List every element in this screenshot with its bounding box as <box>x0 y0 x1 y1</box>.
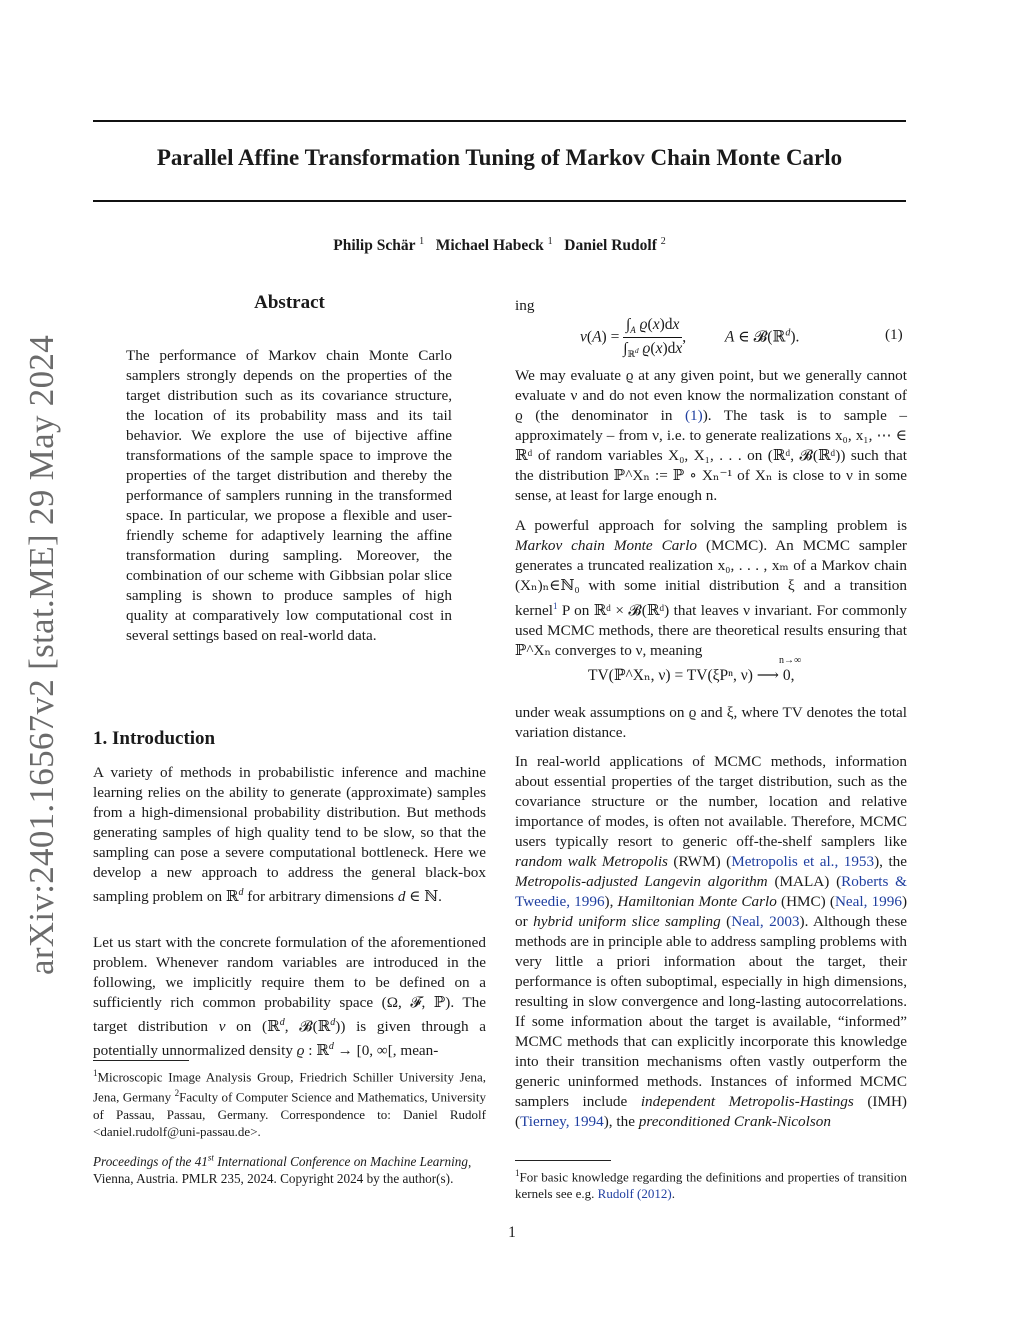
footnote-affiliations: $^1$Microscopic Image Analysis Group, Friedrich Schiller University Jena, Jena, Germany $^2$Faculty of Computer Science and Mathematics, University of Passau, Passau, Germany. Correspondence to: Daniel Rudolf <daniel.rudolf@uni-passau.de>. <box>93 1068 486 1139</box>
citation-tierney[interactable]: Tierney, 1994 <box>520 1113 604 1130</box>
author-affiliation: 2 <box>660 236 666 247</box>
title-rule-top <box>93 120 906 122</box>
abstract-text: The performance of Markov chain Monte Carlo samplers strongly depends on the properties of the target distribution such as its covariance structure, the location of its probability mass and its tail behavior. We explore the use of bijective affine transformations of the sample space to improve the properties of the target distribution and thereby the performance of samplers running in the transformed space. In particular, we propose a flexible and user-friendly scheme for adaptively learning the affine transformation during sampling. Moreover, the combination of our scheme with Gibbsian polar slice sampling is shown to produce samples of high quality at comparatively low computational cost in several settings based on real-world data. <box>126 347 452 644</box>
footnote-rule-left <box>93 1060 189 1061</box>
author-list <box>93 236 906 255</box>
section-heading-introduction: 1. Introduction <box>93 728 216 749</box>
equation-1: ν(A) = $\frac{\int_A ϱ(x)dx}{\int_{ℝ^d} ϱ(x)dx}$ , A ∈ 𝓑(ℝ$^d$). <box>580 316 800 360</box>
author-affiliation: 1 <box>547 236 553 247</box>
citation-rudolf[interactable]: Rudolf (2012) <box>597 1186 672 1202</box>
equation-1-number: (1) <box>885 326 903 343</box>
author-name: Philip Schär <box>333 237 416 255</box>
footnote-transition-kernels: $^1$For basic knowledge regarding the definitions and properties of transition kernels see e.g. Rudolf (2012). <box>515 1168 907 1202</box>
right-paragraph-4: In real-world applications of MCMC methods, information about essential properties of the target distribution, such as the covariance structure or the number, location and relative importance of modes, is often not available. Therefore, MCMC users typically resort to generic off-the-shelf samplers like random walk Metropolis (RWM) (Metropolis et al., 1953), the Metropolis-adjusted Langevin algorithm (MALA) (Roberts & Tweedie, 1996), Hamiltonian Monte Carlo (HMC) (Neal, 1996) or hybrid uniform slice sampling (Neal, 2003). Although these methods are in principle able to address sampling problems with very little a priori information about the target, their performance is often suboptimal, especially in high dimensions, resulting in slow convergence and long-lasting autocorrelations. If some information about the target is available, “informed” MCMC methods that can explicitly incorporate this knowledge into their transition mechanisms often vastly outperform the generic uninformed methods. Instances of informed MCMC samplers include independent Metropolis-Hastings (IMH) (Tierney, 1994), the preconditioned Crank-Nicolson <box>515 753 908 1130</box>
author-name: Daniel Rudolf <box>564 237 657 255</box>
intro-paragraph-2: Let us start with the concrete formulation of the aforementioned problem. Whenever random variables are introduced in the following, we implicitly require them to be defined on a sufficiently rich common probability space (Ω, 𝓕, ℙ). The target distribution ν on (ℝ$^d$, 𝓑(ℝ$^d$)) is given through a potentially unnormalized density ϱ : ℝ$^d$ → [0, ∞[, mean- <box>93 934 486 1060</box>
intro-paragraph-1: A variety of methods in probabilistic inference and machine learning relies on the ability to generate (approximate) samples from a high-dimensional probability distribution. But methods generating samples of high quality tend to be slow, so that the sampling can pose a severe computational bottleneck. Here we develop a new approach to address the general black-box sampling problem on ℝ$^d$ for arbitrary dimensions d ∈ ℕ. <box>93 764 486 906</box>
footnote-rule-right <box>515 1160 611 1161</box>
equation-2: TV(ℙ^Xₙ, ν) = TV(ξPⁿ, ν) ⟶ 0, n→∞ <box>588 655 802 684</box>
citation-neal-2003[interactable]: Neal, 2003 <box>731 913 800 930</box>
title-rule-bottom <box>93 200 906 202</box>
arxiv-sidebar <box>0 0 80 1325</box>
citation-neal-1996[interactable]: Neal, 1996 <box>834 893 902 910</box>
right-continuation: ing <box>515 297 535 314</box>
author-name: Michael Habeck <box>435 237 544 255</box>
page-number: 1 <box>508 1224 516 1241</box>
proceedings-note: Proceedings of the 41st International Conference on Machine Learning, Vienna, Austria. PMLR 235, 2024. Copyright 2024 by the author(s). <box>93 1153 472 1187</box>
abstract-heading: Abstract <box>254 292 325 313</box>
citation-metropolis[interactable]: Metropolis et al., 1953 <box>731 853 875 870</box>
right-paragraph-1: We may evaluate ϱ at any given point, but we generally cannot evaluate ν and do not even know the normalization constant of ϱ (the denominator in (1)). The task is to sample – approximately – from ν, i.e. to generate realizations x₀, x₁, ⋯ ∈ ℝᵈ of random variables X₀, X₁, . . . on (ℝᵈ, 𝓑(ℝᵈ)) such that the distribution ℙ^Xₙ := ℙ ∘ Xₙ⁻¹ of Xₙ is close to ν in some sense, at least for large enough n. <box>515 367 907 504</box>
arxiv-identifier: arXiv:2401.16567v2 [stat.ME] 29 May 2024 <box>22 335 61 975</box>
equation-2-limit: n→∞ <box>779 655 802 666</box>
equation-reference-link[interactable]: (1) <box>684 407 703 424</box>
footnote-1-link[interactable]: 1 <box>552 601 558 611</box>
right-paragraph-3: under weak assumptions on ϱ and ξ, where TV denotes the total variation distance. <box>515 704 907 741</box>
author-affiliation: 1 <box>419 236 425 247</box>
paper-title: Parallel Affine Transformation Tuning of Markov Chain Monte Carlo <box>156 145 843 170</box>
citation-roberts-tweedie[interactable]: Roberts & Tweedie, 1996 <box>515 873 907 910</box>
right-paragraph-2: A powerful approach for solving the sampling problem is Markov chain Monte Carlo (MCMC). An MCMC sampler generates a truncated realization x₀, . . . , xₘ of a Markov chain (Xₙ)ₙ∈ℕ₀ with some initial distribution ξ and a transition kernel$^1$ P on ℝᵈ × 𝓑(ℝᵈ) that leaves ν invariant. For commonly used MCMC methods, there are theoretical results ensuring that ℙ^Xₙ converges to ν, meaning <box>515 517 907 660</box>
